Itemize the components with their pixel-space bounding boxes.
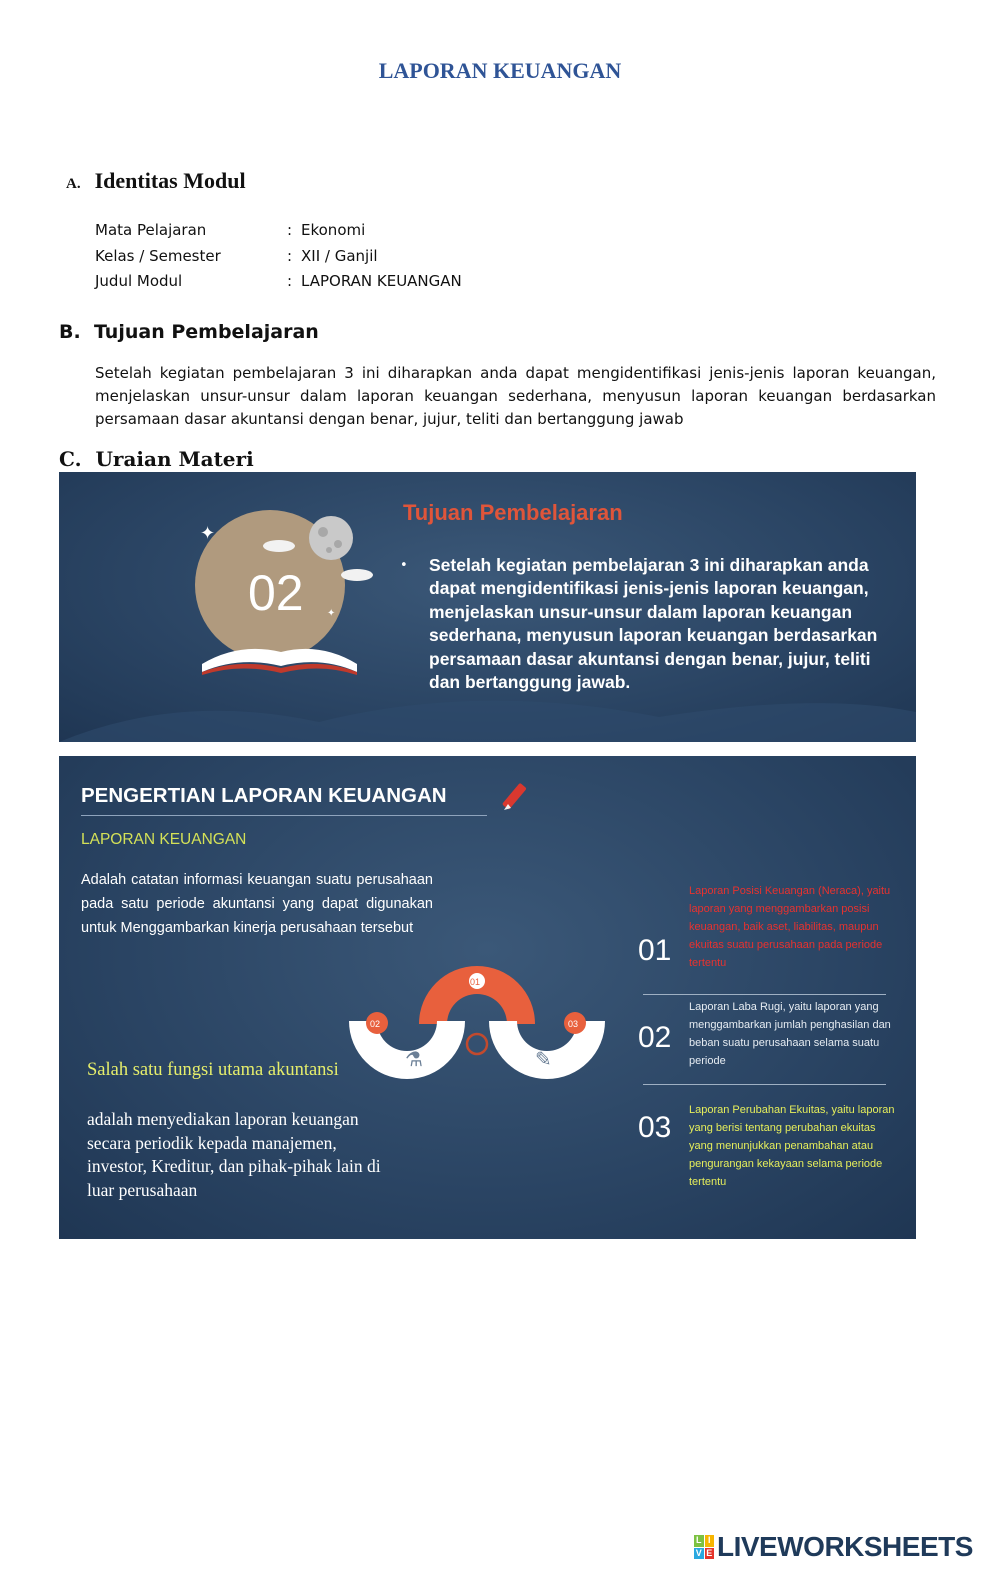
item-text-laba-rugi: Laporan Laba Rugi, yaitu laporan yang menggambarkan jumlah penghasilan dan beban suatu perusahaan selama suatu periode xyxy=(689,1001,891,1067)
slide2-subtitle: LAPORAN KEUANGAN xyxy=(81,831,247,848)
svg-text:✦: ✦ xyxy=(327,608,336,619)
identity-row: Mata Pelajaran : Ekonomi xyxy=(95,218,462,244)
identity-value: LAPORAN KEUANGAN xyxy=(301,272,462,290)
page-title: LAPORAN KEUANGAN xyxy=(378,58,622,83)
section-c-letter: C. xyxy=(59,447,82,471)
section-c-heading xyxy=(59,447,254,471)
pencil-icon xyxy=(496,778,536,818)
slide-definition xyxy=(59,756,916,1239)
slide1-title: Tujuan Pembelajaran xyxy=(403,500,623,525)
slide2-title: PENGERTIAN LAPORAN KEUANGAN xyxy=(81,784,447,807)
identity-table xyxy=(95,218,462,295)
section-b-letter: B. xyxy=(59,321,81,343)
diagram-label-3: 03 xyxy=(568,1019,579,1029)
fungsi-body: adalah menyediakan laporan keuangan secara periodik kepada manajemen, investor, Kreditur, dan pihak-pihak lain di luar perusahaan xyxy=(87,1109,381,1200)
item-number: 01 xyxy=(638,934,672,967)
objective-paragraph: Setelah kegiatan pembelajaran 3 ini diharapkan anda dapat mengidentifikasi jenis-jenis laporan keuangan, menjelaskan unsur-unsur dalam laporan keuangan sederhana, menyusun laporan keuangan berdasarkan persamaan dasar akuntansi dengan benar, jujur, teliti dan bertanggung jawab xyxy=(95,364,936,428)
fungsi-heading: Salah satu fungsi utama akuntansi xyxy=(87,1060,339,1080)
identity-value: XII / Ganjil xyxy=(301,246,378,265)
svg-text:⚗: ⚗ xyxy=(405,1047,423,1071)
svg-text:✦: ✦ xyxy=(200,523,216,544)
item-text-ekuitas: Laporan Perubahan Ekuitas, yaitu laporan yang berisi tentang perubahan ekuitas yang menunjukkan penambahan atau pengurangan kekayaan selama periode tertentu xyxy=(689,1104,895,1188)
diagram-label-1: 01 xyxy=(470,977,481,987)
section-a-letter: A. xyxy=(66,176,81,192)
separator xyxy=(643,994,886,995)
item-number: 02 xyxy=(638,1021,672,1054)
identity-label: Mata Pelajaran xyxy=(95,221,207,239)
identity-row: Judul Modul : LAPORAN KEUANGAN xyxy=(95,269,462,295)
title-underline xyxy=(81,815,487,816)
definition-text: Adalah catatan informasi keuangan suatu perusahaan pada satu periode akuntansi yang dapat digunakan untuk Menggambarkan kinerja perusahaan tersebut xyxy=(81,872,433,936)
section-b-title: Tujuan Pembelajaran xyxy=(93,321,319,343)
section-a-heading xyxy=(66,168,246,194)
slide-learning-objective xyxy=(59,472,916,742)
logo-mark: L I V E xyxy=(695,1535,713,1558)
slide1-text: Setelah kegiatan pembelajaran 3 ini diharapkan anda dapat mengidentifikasi jenis-jenis laporan keuangan, menjelaskan unsur-unsur dalam laporan keuangan sederhana, menyusun laporan keuangan berdasarkan persamaan dasar akuntansi dengan benar, jujur, teliti dan bertanggung jawab. xyxy=(429,555,878,693)
separator xyxy=(643,1084,886,1085)
section-a-title: Identitas Modul xyxy=(94,168,246,193)
slide1-bullet: • xyxy=(400,558,408,573)
slide-number-badge: 02 xyxy=(248,565,304,621)
identity-row: Kelas / Semester : XII / Ganjil xyxy=(95,244,462,270)
item-text-neraca: Laporan Posisi Keuangan (Neraca), yaitu laporan yang menggambarkan posisi keuangan, baik aset, liabilitas, maupun ekuitas suatu perusahaan pada periode tertentu xyxy=(689,885,891,969)
item-number: 03 xyxy=(638,1111,672,1144)
identity-label: Judul Modul xyxy=(95,272,183,290)
svg-text:✎: ✎ xyxy=(535,1047,552,1071)
identity-label: Kelas / Semester xyxy=(95,246,221,265)
section-b-heading xyxy=(59,321,319,343)
identity-value: Ekonomi xyxy=(301,221,366,239)
brand-name: LIVEWORKSHEETS xyxy=(717,1531,973,1562)
section-c-title: Uraian Materi xyxy=(95,447,254,471)
liveworksheets-logo[interactable] xyxy=(694,1531,973,1563)
diagram-label-2: 02 xyxy=(370,1019,381,1029)
